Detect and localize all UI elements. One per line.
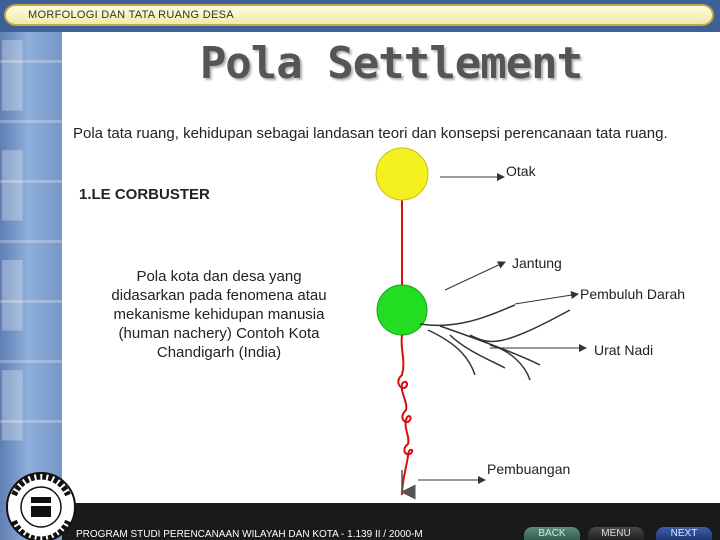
section-heading: 1.LE CORBUSTER	[79, 186, 210, 203]
heart-circle	[377, 285, 427, 335]
course-title: MORFOLOGI DAN TATA RUANG DESA	[28, 9, 234, 21]
arrow-pembuluh	[515, 294, 578, 304]
sidebar-decoration	[0, 0, 62, 540]
label-urat-nadi: Urat Nadi	[594, 342, 654, 358]
course-title-banner	[4, 4, 714, 26]
intro-text: Pola tata ruang, kehidupan sebagai landasan teori dan konsepsi perencanaan tata ruang.	[73, 125, 668, 142]
next-button[interactable]: NEXT	[656, 527, 712, 540]
slide-title: Pola Settlement	[199, 38, 583, 89]
menu-button[interactable]: MENU	[588, 527, 644, 540]
branch-vessel	[420, 305, 570, 380]
lower-vessel	[398, 335, 412, 495]
label-pembuluh-darah: Pembuluh Darah	[580, 286, 686, 302]
footer-program-text: PROGRAM STUDI PERENCANAAN WILAYAH DAN KOTA - 1.139 II / 2000-M	[76, 529, 423, 540]
sidebar-stripe	[0, 120, 62, 123]
label-pembuangan: Pembuangan	[487, 461, 571, 477]
label-jantung: Jantung	[512, 255, 562, 271]
sidebar-watermark: ▌	[2, 371, 44, 436]
sidebar-watermark: ▌	[2, 151, 44, 216]
sidebar-stripe	[0, 360, 62, 363]
head-circle	[376, 148, 428, 200]
description-text: Pola kota dan desa yang didasarkan pada fenomena atau mekanisme kehidupan manusia (human nachery) Contoh Kota Chandigarh (India)	[111, 268, 327, 361]
sidebar-watermark: ▌	[2, 41, 44, 106]
arrow-jantung	[445, 262, 505, 290]
sidebar-watermark: ▌	[2, 261, 44, 326]
label-otak: Otak	[506, 163, 536, 179]
back-button[interactable]: BACK	[524, 527, 580, 540]
sidebar-stripe	[0, 240, 62, 243]
university-logo	[0, 465, 82, 540]
body-diagram	[340, 140, 710, 505]
